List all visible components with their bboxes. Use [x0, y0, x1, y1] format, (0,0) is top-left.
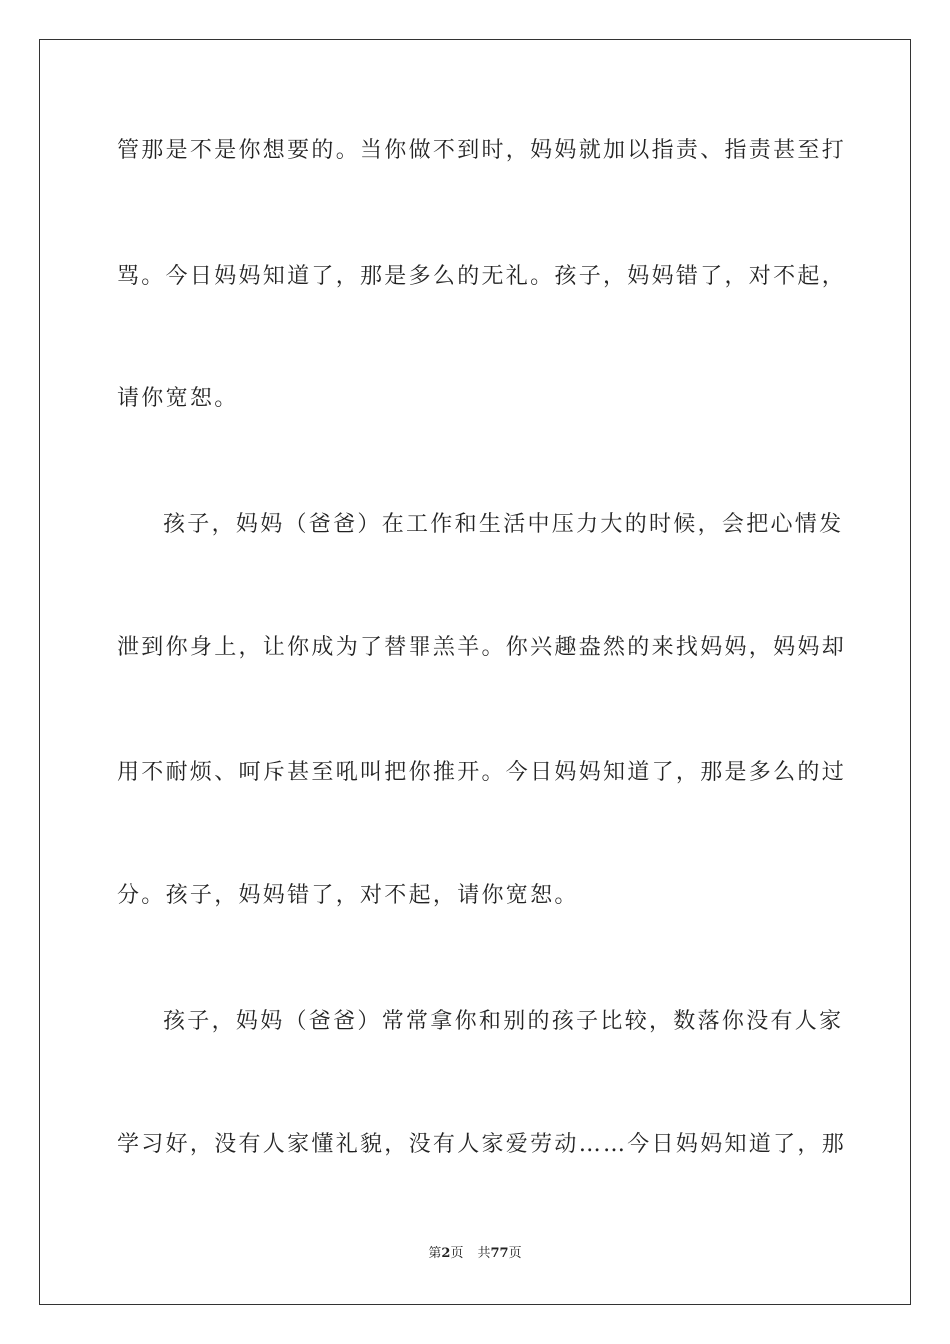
page-unit: 页: [450, 1246, 464, 1261]
paragraph-first-line: 孩子，妈妈（爸爸）常常拿你和别的孩子比较，数落你没有人家: [163, 1009, 844, 1034]
total-prefix: 共: [477, 1246, 491, 1261]
page-total: 77: [490, 1246, 509, 1261]
text-line: 泄到你身上，让你成为了替罪羔羊。你兴趣盎然的来找妈妈，妈妈却: [117, 635, 847, 660]
text-line: 请你宽恕。: [117, 386, 239, 411]
paragraph-first-line: 孩子，妈妈（爸爸）在工作和生活中压力大的时候，会把心情发: [163, 512, 844, 537]
text-line: 学习好，没有人家懂礼貌，没有人家爱劳动……今日妈妈知道了，那: [117, 1132, 847, 1157]
text-line: 用不耐烦、呵斥甚至吼叫把你推开。今日妈妈知道了，那是多么的过: [117, 760, 847, 785]
page-prefix: 第: [428, 1246, 442, 1261]
text-line: 管那是不是你想要的。当你做不到时，妈妈就加以指责、指责甚至打: [117, 138, 847, 163]
text-line: 分。孩子，妈妈错了，对不起，请你宽恕。: [117, 883, 579, 908]
text-line: 骂。今日妈妈知道了，那是多么的无礼。孩子，妈妈错了，对不起，: [117, 264, 847, 289]
page-footer: [0, 1244, 950, 1264]
total-unit: 页: [508, 1246, 522, 1261]
page-border: [39, 39, 911, 1305]
page-number: 2: [441, 1246, 451, 1261]
